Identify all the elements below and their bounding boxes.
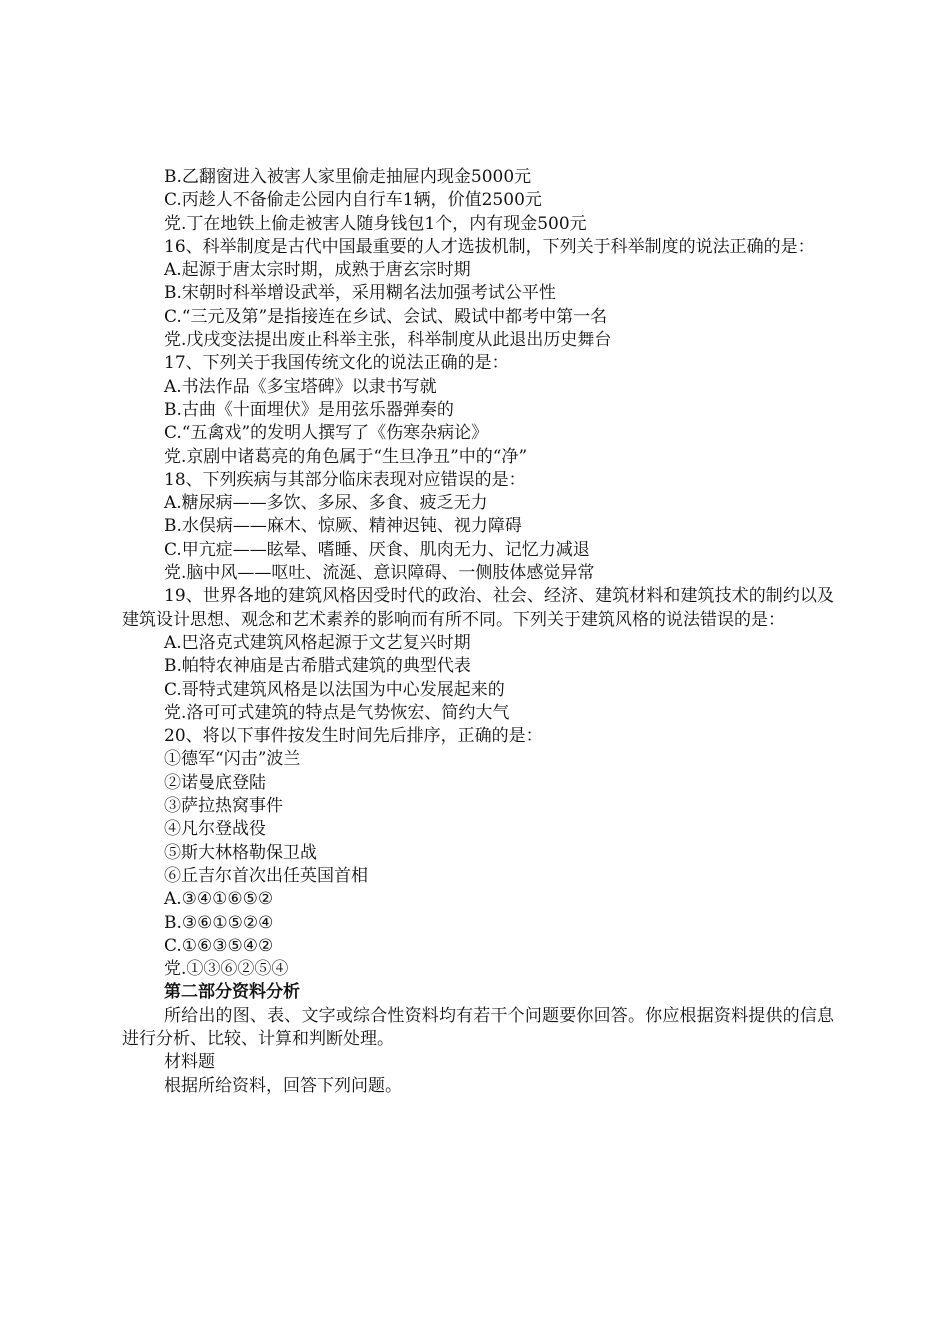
material-label: 材料题 (164, 1052, 215, 1073)
option-line: 党.京剧中诸葛亮的角色属于“生旦净丑”中的“净” (164, 446, 528, 467)
option-line: A.③④①⑥⑤② (164, 889, 274, 910)
document-body (122, 166, 834, 1098)
question-17: 17、下列关于我国传统文化的说法正确的是： (164, 353, 509, 374)
question-19: 19、世界各地的建筑风格因受时代的政治、社会、经济、建筑材料和建筑技术的制约以及建筑设计思想、观念和艺术素养的影响而有所不同。下列关于建筑风格的说法错误的是： (122, 586, 834, 630)
option-line: C.哥特式建筑风格是以法国为中心发展起来的 (164, 679, 505, 700)
option-line: B.帕特农神庙是古希腊式建筑的典型代表 (164, 656, 471, 677)
option-line: 党.①③⑥②⑤④ (164, 959, 289, 980)
event-item: ①德军“闪击”波兰 (164, 749, 301, 770)
option-line: B.乙翻窗进入被害人家里偷走抽屉内现金5000元 (164, 167, 532, 187)
option-line: C.①⑥③⑤④② (164, 935, 274, 956)
option-line: B.③⑥①⑤②④ (164, 912, 274, 933)
question-20: 20、将以下事件按发生时间先后排序，正确的是： (164, 726, 543, 747)
option-line: 党.丁在地铁上偷走被害人随身钱包1个，内有现金500元 (164, 213, 587, 234)
event-item: ③萨拉热窝事件 (164, 796, 283, 817)
option-line: A.书法作品《多宝塔碑》以隶书写就 (164, 376, 437, 397)
event-item: ⑥丘吉尔首次出任英国首相 (164, 865, 368, 886)
option-line: B.宋朝时科举增设武举，采用糊名法加强考试公平性 (164, 283, 556, 304)
option-line: A.起源于唐太宗时期，成熟于唐玄宗时期 (164, 260, 471, 281)
option-line: B.水俣病——麻木、惊厥、精神迟钝、视力障碍 (164, 516, 522, 537)
question-18: 18、下列疾病与其部分临床表现对应错误的是： (164, 469, 526, 490)
event-item: ⑤斯大林格勒保卫战 (164, 842, 317, 863)
material-instruction: 根据所给资料，回答下列问题。 (164, 1075, 402, 1096)
question-16: 16、科举制度是古代中国最重要的人才选拔机制，下列关于科举制度的说法正确的是： (164, 236, 815, 257)
option-line: 党.洛可可式建筑的特点是气势恢宏、简约大气 (164, 702, 510, 723)
option-line: 党.脑中风——呕吐、流涎、意识障碍、一侧肢体感觉异常 (164, 563, 595, 584)
option-line: B.古曲《十面埋伏》是用弦乐器弹奏的 (164, 399, 454, 420)
option-line: 党.戊戌变法提出废止科举主张，科举制度从此退出历史舞台 (164, 330, 612, 351)
option-line: C.“三元及第”是指接连在乡试、会试、殿试中都考中第一名 (164, 306, 608, 327)
option-line: C.甲亢症——眩晕、嗜睡、厌食、肌肉无力、记忆力减退 (164, 539, 590, 560)
option-line: C.“五禽戏”的发明人撰写了《伤寒杂病论》 (164, 423, 489, 444)
option-line: C.丙趁人不备偷走公园内自行车1辆，价值2500元 (164, 190, 542, 211)
option-line: A.巴洛克式建筑风格起源于文艺复兴时期 (164, 632, 471, 653)
event-item: ④凡尔登战役 (164, 819, 266, 840)
option-line: A.糖尿病——多饮、多尿、多食、疲乏无力 (164, 493, 488, 514)
section-heading: 第二部分资料分析 (164, 982, 300, 1003)
section-instructions: 所给出的图、表、文字或综合性资料均有若干个问题要你回答。你应根据资料提供的信息进行分析、比较、计算和判断处理。 (122, 1005, 834, 1049)
event-item: ②诺曼底登陆 (164, 772, 266, 793)
